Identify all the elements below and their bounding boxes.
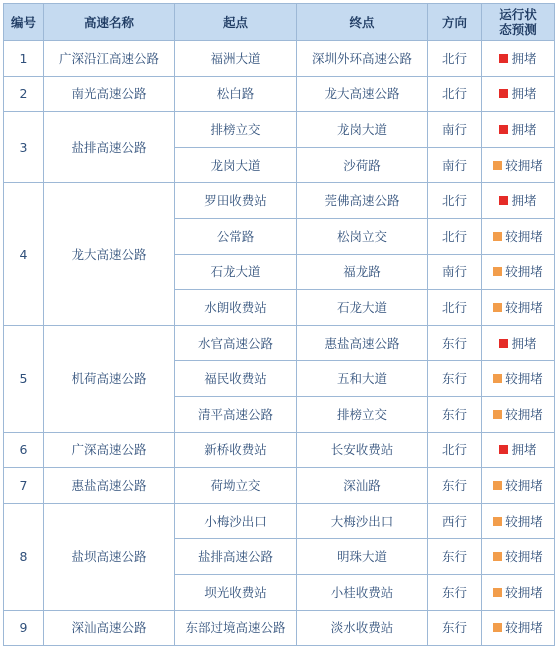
start-point: 福民收费站	[175, 361, 297, 397]
start-point: 小梅沙出口	[175, 503, 297, 539]
row-number: 4	[4, 183, 44, 325]
highway-name: 惠盐高速公路	[44, 468, 175, 504]
status-label: 拥堵	[511, 442, 537, 458]
status-badge	[493, 264, 543, 279]
status-label: 拥堵	[511, 86, 537, 102]
status-badge	[499, 336, 536, 351]
table-row	[4, 432, 555, 468]
status-square-icon	[493, 481, 502, 490]
status-badge	[493, 514, 543, 529]
status-label: 较拥堵	[505, 513, 543, 529]
status-label: 较拥堵	[505, 477, 543, 493]
direction: 北行	[428, 183, 482, 219]
highway-name: 龙大高速公路	[44, 183, 175, 325]
status-badge	[499, 442, 536, 457]
start-point: 盐排高速公路	[175, 539, 297, 575]
direction: 北行	[428, 218, 482, 254]
status-forecast	[482, 503, 555, 539]
status-label: 较拥堵	[505, 228, 543, 244]
header-direction: 方向	[428, 4, 482, 41]
direction: 东行	[428, 325, 482, 361]
header-row	[4, 4, 555, 41]
start-point: 龙岗大道	[175, 147, 297, 183]
status-square-icon	[499, 196, 508, 205]
direction: 东行	[428, 396, 482, 432]
row-number: 8	[4, 503, 44, 610]
status-forecast	[482, 610, 555, 646]
status-badge	[493, 229, 543, 244]
status-label: 较拥堵	[505, 549, 543, 565]
status-square-icon	[499, 54, 508, 63]
table-row	[4, 183, 555, 219]
status-square-icon	[499, 125, 508, 134]
start-point: 坝光收费站	[175, 574, 297, 610]
row-number: 1	[4, 41, 44, 77]
status-forecast	[482, 183, 555, 219]
status-square-icon	[499, 339, 508, 348]
status-forecast	[482, 539, 555, 575]
direction: 东行	[428, 361, 482, 397]
header-start: 起点	[175, 4, 297, 41]
status-forecast	[482, 41, 555, 77]
status-badge	[499, 193, 536, 208]
header-highway-name: 高速名称	[44, 4, 175, 41]
status-label: 拥堵	[511, 335, 537, 351]
end-point: 明珠大道	[297, 539, 428, 575]
end-point: 淡水收费站	[297, 610, 428, 646]
table-row	[4, 112, 555, 148]
highway-name: 盐排高速公路	[44, 112, 175, 183]
status-badge	[493, 158, 543, 173]
status-badge	[493, 407, 543, 422]
status-square-icon	[493, 552, 502, 561]
status-label: 拥堵	[511, 193, 537, 209]
table-body	[4, 41, 555, 646]
status-square-icon	[493, 588, 502, 597]
table-row	[4, 503, 555, 539]
status-forecast	[482, 76, 555, 112]
end-point: 惠盐高速公路	[297, 325, 428, 361]
status-label: 较拥堵	[505, 406, 543, 422]
end-point: 松岗立交	[297, 218, 428, 254]
end-point: 深圳外环高速公路	[297, 41, 428, 77]
status-badge	[499, 51, 536, 66]
status-forecast	[482, 396, 555, 432]
end-point: 排榜立交	[297, 396, 428, 432]
status-square-icon	[493, 374, 502, 383]
direction: 东行	[428, 468, 482, 504]
status-forecast	[482, 574, 555, 610]
start-point: 福洲大道	[175, 41, 297, 77]
status-square-icon	[493, 161, 502, 170]
direction: 北行	[428, 432, 482, 468]
start-point: 松白路	[175, 76, 297, 112]
direction: 北行	[428, 290, 482, 326]
direction: 南行	[428, 112, 482, 148]
status-forecast	[482, 432, 555, 468]
start-point: 荷坳立交	[175, 468, 297, 504]
end-point: 深汕路	[297, 468, 428, 504]
end-point: 龙大高速公路	[297, 76, 428, 112]
start-point: 排榜立交	[175, 112, 297, 148]
highway-name: 广深沿江高速公路	[44, 41, 175, 77]
start-point: 水朗收费站	[175, 290, 297, 326]
header-end: 终点	[297, 4, 428, 41]
status-label: 较拥堵	[505, 157, 543, 173]
header-status-forecast: 运行状 态预测	[482, 4, 555, 41]
status-square-icon	[493, 517, 502, 526]
status-badge	[493, 585, 543, 600]
status-badge	[493, 300, 543, 315]
status-forecast	[482, 325, 555, 361]
status-square-icon	[493, 623, 502, 632]
status-square-icon	[499, 89, 508, 98]
status-forecast	[482, 112, 555, 148]
start-point: 东部过境高速公路	[175, 610, 297, 646]
end-point: 莞佛高速公路	[297, 183, 428, 219]
start-point: 水官高速公路	[175, 325, 297, 361]
row-number: 3	[4, 112, 44, 183]
start-point: 公常路	[175, 218, 297, 254]
traffic-forecast-table	[3, 3, 555, 646]
status-badge	[493, 549, 543, 564]
status-forecast	[482, 290, 555, 326]
end-point: 福龙路	[297, 254, 428, 290]
direction: 东行	[428, 610, 482, 646]
direction: 北行	[428, 76, 482, 112]
status-badge	[493, 371, 543, 386]
direction: 北行	[428, 41, 482, 77]
status-badge	[493, 478, 543, 493]
status-badge	[493, 620, 543, 635]
start-point: 石龙大道	[175, 254, 297, 290]
status-label: 较拥堵	[505, 584, 543, 600]
end-point: 长安收费站	[297, 432, 428, 468]
highway-name: 机荷高速公路	[44, 325, 175, 432]
table-row	[4, 325, 555, 361]
status-label: 拥堵	[511, 121, 537, 137]
end-point: 沙荷路	[297, 147, 428, 183]
status-forecast	[482, 468, 555, 504]
direction: 东行	[428, 574, 482, 610]
row-number: 5	[4, 325, 44, 432]
direction: 东行	[428, 539, 482, 575]
direction: 南行	[428, 147, 482, 183]
start-point: 新桥收费站	[175, 432, 297, 468]
header-number: 编号	[4, 4, 44, 41]
end-point: 石龙大道	[297, 290, 428, 326]
direction: 西行	[428, 503, 482, 539]
status-square-icon	[493, 410, 502, 419]
table-row	[4, 468, 555, 504]
table-row	[4, 610, 555, 646]
end-point: 小桂收费站	[297, 574, 428, 610]
status-label: 拥堵	[511, 50, 537, 66]
status-forecast	[482, 254, 555, 290]
row-number: 6	[4, 432, 44, 468]
start-point: 罗田收费站	[175, 183, 297, 219]
status-label: 较拥堵	[505, 264, 543, 280]
status-label: 较拥堵	[505, 620, 543, 636]
status-forecast	[482, 218, 555, 254]
status-badge	[499, 86, 536, 101]
status-forecast	[482, 361, 555, 397]
end-point: 五和大道	[297, 361, 428, 397]
end-point: 龙岗大道	[297, 112, 428, 148]
status-badge	[499, 122, 536, 137]
table-row	[4, 41, 555, 77]
direction: 南行	[428, 254, 482, 290]
highway-name: 深汕高速公路	[44, 610, 175, 646]
highway-name: 盐坝高速公路	[44, 503, 175, 610]
status-label: 较拥堵	[505, 371, 543, 387]
status-square-icon	[493, 232, 502, 241]
status-square-icon	[493, 267, 502, 276]
status-forecast	[482, 147, 555, 183]
highway-name: 广深高速公路	[44, 432, 175, 468]
status-square-icon	[493, 303, 502, 312]
row-number: 9	[4, 610, 44, 646]
status-square-icon	[499, 445, 508, 454]
highway-name: 南光高速公路	[44, 76, 175, 112]
status-label: 较拥堵	[505, 299, 543, 315]
row-number: 7	[4, 468, 44, 504]
row-number: 2	[4, 76, 44, 112]
table-row	[4, 76, 555, 112]
start-point: 清平高速公路	[175, 396, 297, 432]
end-point: 大梅沙出口	[297, 503, 428, 539]
